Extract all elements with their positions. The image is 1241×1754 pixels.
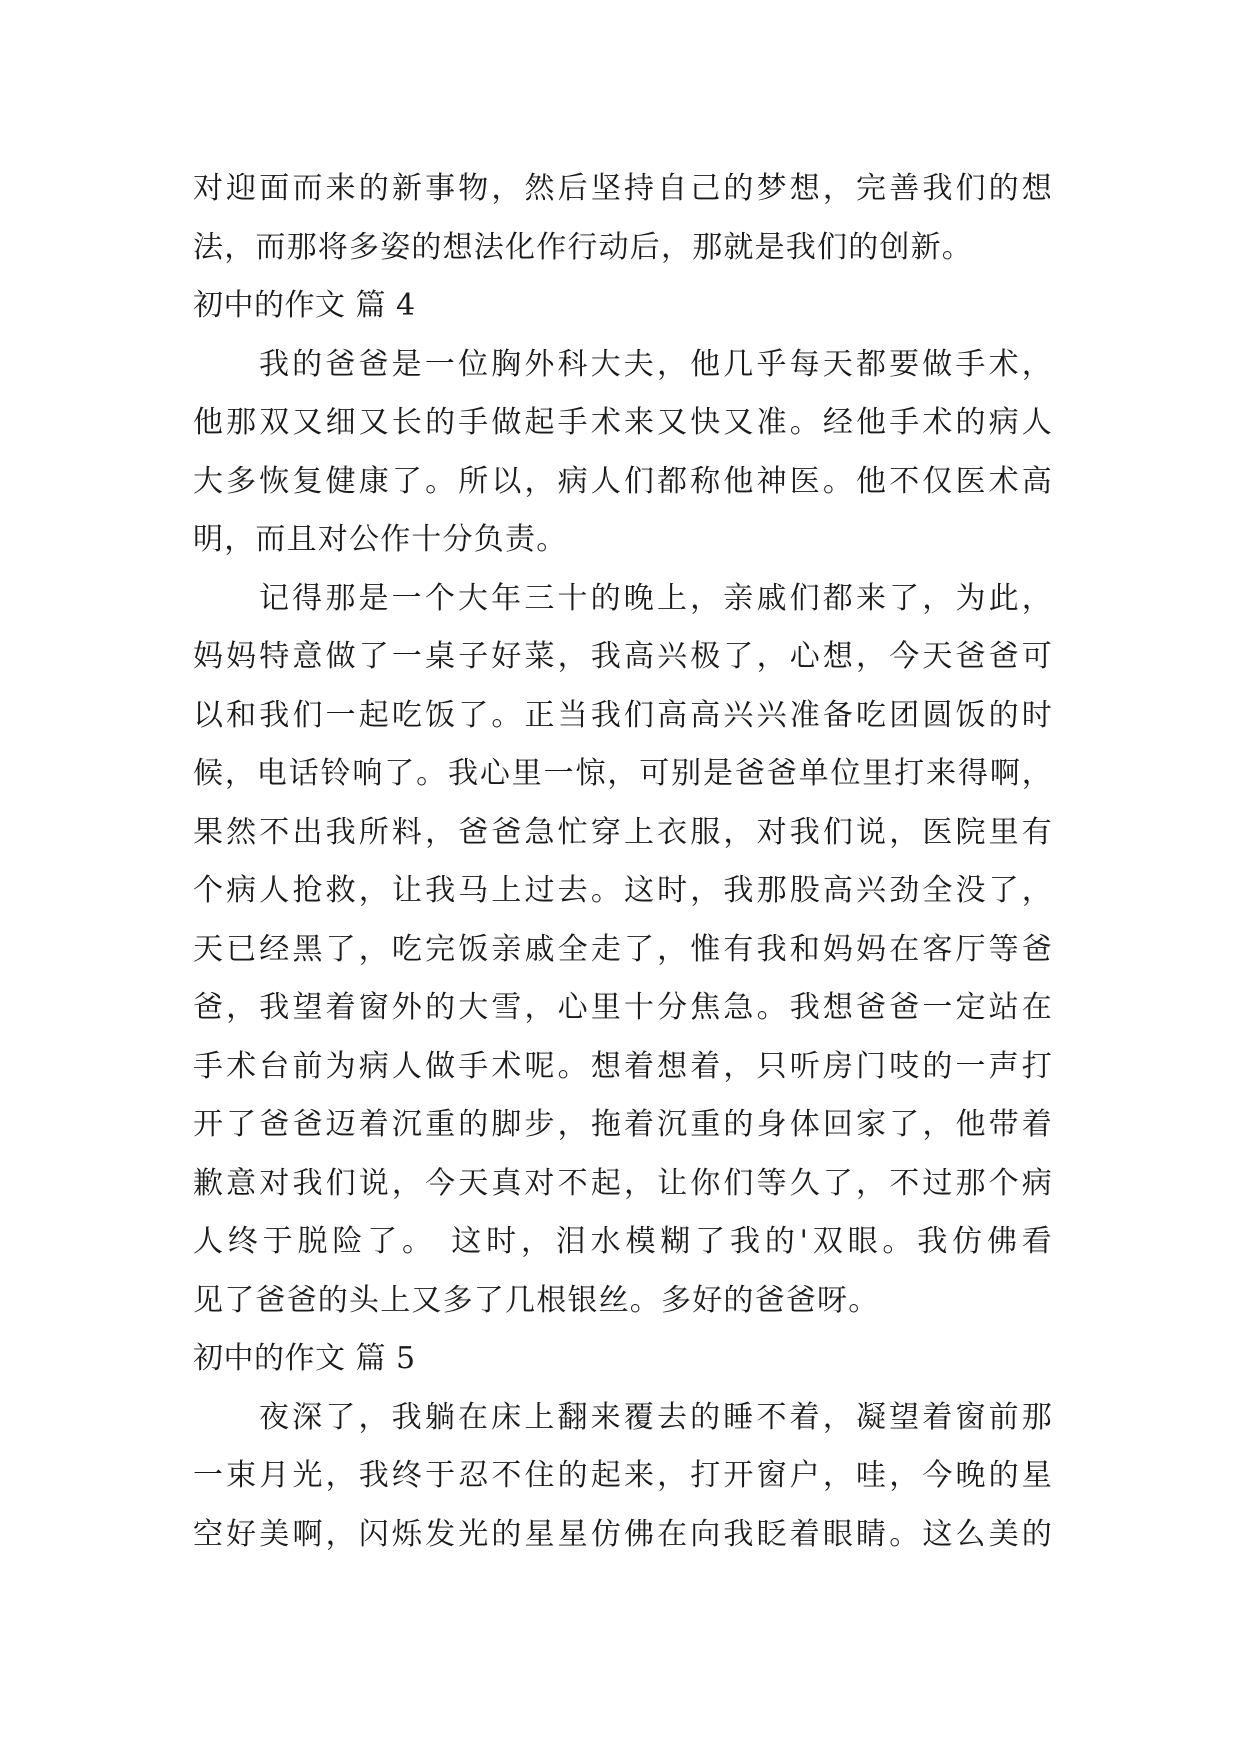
section-heading-5 [193, 1330, 1053, 1389]
paragraph-line: 个病人抢救，让我马上过去。这时，我那股高兴劲全没了， [193, 873, 1053, 908]
paragraph-line: 记得那是一个大年三十的晚上，亲戚们都来了，为此， [259, 580, 1053, 616]
paragraph-line: 明，而且对公作十分负责。 [193, 522, 568, 557]
paragraph-line: 他那双又细又长的手做起手术来又快又准。经他手术的病人 [193, 405, 1053, 440]
paragraph-line: 见了爸爸的头上又多了几根银丝。多好的爸爸呀。 [193, 1282, 880, 1318]
paragraph-line: 空好美啊，闪烁发光的星星仿佛在向我眨着眼睛。这么美的 [193, 1516, 1053, 1552]
section-heading-title: 初中的作文 [193, 288, 346, 323]
text-line: 对迎面而来的新事物，然后坚持自己的梦想，完善我们的想 [193, 171, 1053, 206]
section-heading-4 [193, 277, 1053, 336]
text-line: 法，而那将多姿的想法化作行动后，那就是我们的创新。 [193, 229, 973, 265]
paragraph-line: 一束月光，我终于忍不住的起来，打开窗户，哇，今晚的星 [193, 1458, 1053, 1493]
section-heading-number: 篇 5 [355, 1341, 416, 1376]
paragraph-line: 爸，我望着窗外的大雪，心里十分焦急。我想爸爸一定站在 [193, 990, 1053, 1025]
paragraph-line: 大多恢复健康了。所以，病人们都称他神医。他不仅医术高 [193, 463, 1053, 499]
paragraph-line: 我的爸爸是一位胸外科大夫，他几乎每天都要做手术， [259, 346, 1053, 382]
paragraph-line: 手术台前为病人做手术呢。想着想着，只听房门吱的一声打 [193, 1048, 1053, 1084]
paragraph-line: 开了爸爸迈着沉重的脚步，拖着沉重的身体回家了，他带着 [193, 1107, 1053, 1142]
section-heading-number: 篇 4 [355, 288, 416, 323]
paragraph-line: 妈妈特意做了一桌子好菜，我高兴极了，心想，今天爸爸可 [193, 639, 1053, 674]
paragraph-line: 果然不出我所料，爸爸急忙穿上衣服，对我们说，医院里有 [193, 814, 1053, 850]
paragraph-line: 候，电话铃响了。我心里一惊，可别是爸爸单位里打来得啊， [193, 756, 1053, 791]
paragraph-line: 人终于脱险了。 这时，泪水模糊了我的'双眼。我仿佛看 [193, 1224, 1053, 1259]
paragraph-line: 夜深了，我躺在床上翻来覆去的睡不着，凝望着窗前那 [259, 1399, 1053, 1435]
paragraph-line: 歉意对我们说，今天真对不起，让你们等久了，不过那个病 [193, 1165, 1053, 1201]
section-heading-title: 初中的作文 [193, 1341, 346, 1376]
paragraph-line: 天已经黑了，吃完饭亲戚全走了，惟有我和妈妈在客厅等爸 [193, 931, 1053, 967]
paragraph-line: 以和我们一起吃饭了。正当我们高高兴兴准备吃团圆饭的时 [193, 697, 1053, 733]
document-body [193, 160, 1053, 1564]
